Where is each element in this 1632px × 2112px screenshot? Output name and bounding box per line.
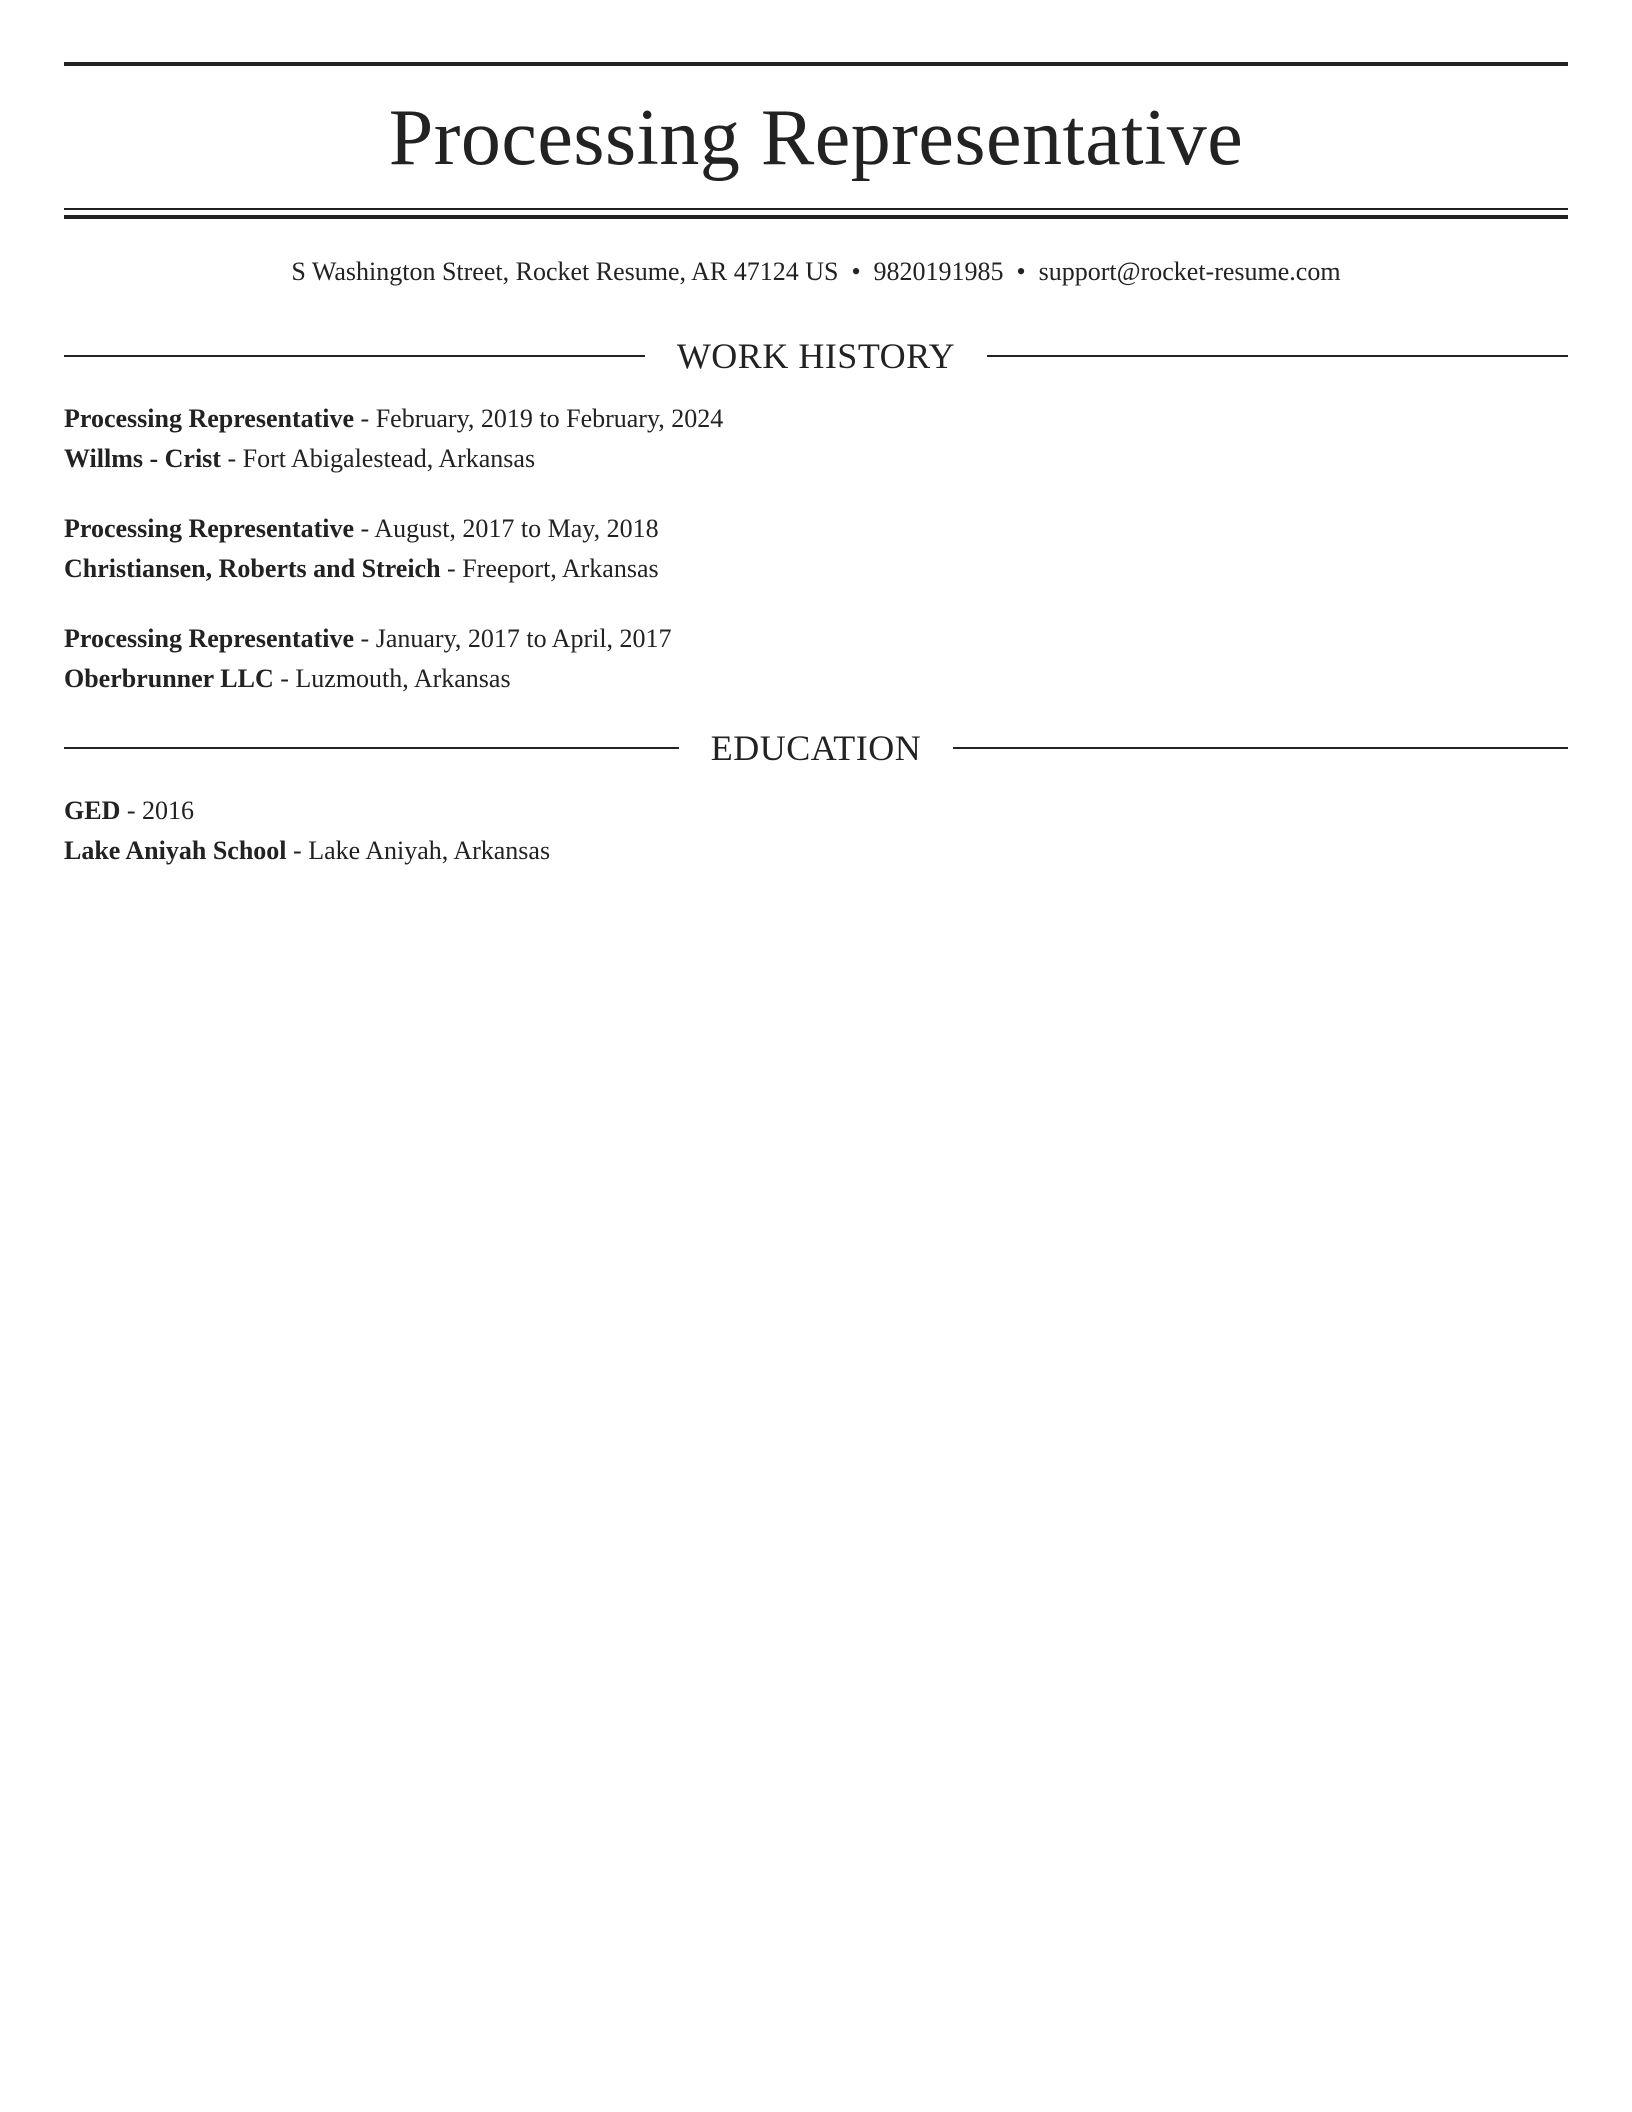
job-entry: [64, 509, 1568, 589]
job-company-row: [64, 659, 1568, 699]
job-title-row: [64, 619, 1568, 659]
job-company-row: [64, 439, 1568, 479]
contact-separator: •: [851, 257, 861, 286]
degree-row: [64, 791, 1568, 831]
contact-email: support@rocket-resume.com: [1038, 257, 1341, 286]
job-title: Processing Representative: [64, 624, 355, 653]
job-dates: January, 2017 to April, 2017: [375, 624, 672, 653]
title-rule-thick: [64, 215, 1568, 219]
heading-rule-left: [64, 747, 679, 749]
contact-address: S Washington Street, Rocket Resume, AR 47124 US: [291, 257, 839, 286]
graduation-year: 2016: [142, 796, 195, 825]
contact-phone: 9820191985: [873, 257, 1004, 286]
dash: -: [360, 404, 370, 433]
dash: -: [227, 444, 237, 473]
title-rule-thin: [64, 208, 1568, 210]
heading-rule-right: [953, 747, 1568, 749]
heading-rule-right: [987, 355, 1568, 357]
page-title: Processing Representative: [388, 94, 1244, 182]
job-dates: August, 2017 to May, 2018: [374, 514, 659, 543]
dash: -: [447, 554, 456, 583]
contact-separator: •: [1016, 257, 1026, 286]
job-company-row: [64, 549, 1568, 589]
school-row: [64, 831, 1568, 871]
job-title: Processing Representative: [64, 514, 355, 543]
section-title: EDUCATION: [710, 728, 922, 768]
school-name: Lake Aniyah School: [64, 836, 287, 865]
job-location: Freeport, Arkansas: [462, 554, 659, 583]
dash: -: [126, 796, 136, 825]
dash: -: [360, 624, 370, 653]
job-entry: [64, 399, 1568, 479]
education-heading: [64, 726, 1568, 770]
dash: -: [280, 664, 289, 693]
heading-rule-left: [64, 355, 645, 357]
job-title-row: [64, 399, 1568, 439]
education-entry: [64, 791, 1568, 871]
job-title-row: [64, 509, 1568, 549]
job-location: Luzmouth, Arkansas: [295, 664, 511, 693]
job-dates: February, 2019 to February, 2024: [375, 404, 724, 433]
section-title: WORK HISTORY: [676, 336, 956, 376]
top-rule: [64, 62, 1568, 66]
job-location: Fort Abigalestead, Arkansas: [242, 444, 536, 473]
job-company: Christiansen, Roberts and Streich: [64, 554, 441, 583]
dash: -: [293, 836, 302, 865]
job-company: Willms - Crist: [64, 444, 221, 473]
contact-line: [64, 252, 1568, 292]
job-title: Processing Representative: [64, 404, 355, 433]
job-entry: [64, 619, 1568, 699]
work-history-heading: [64, 334, 1568, 378]
degree: GED: [64, 796, 121, 825]
job-company: Oberbrunner LLC: [64, 664, 274, 693]
school-location: Lake Aniyah, Arkansas: [308, 836, 551, 865]
dash: -: [360, 514, 370, 543]
